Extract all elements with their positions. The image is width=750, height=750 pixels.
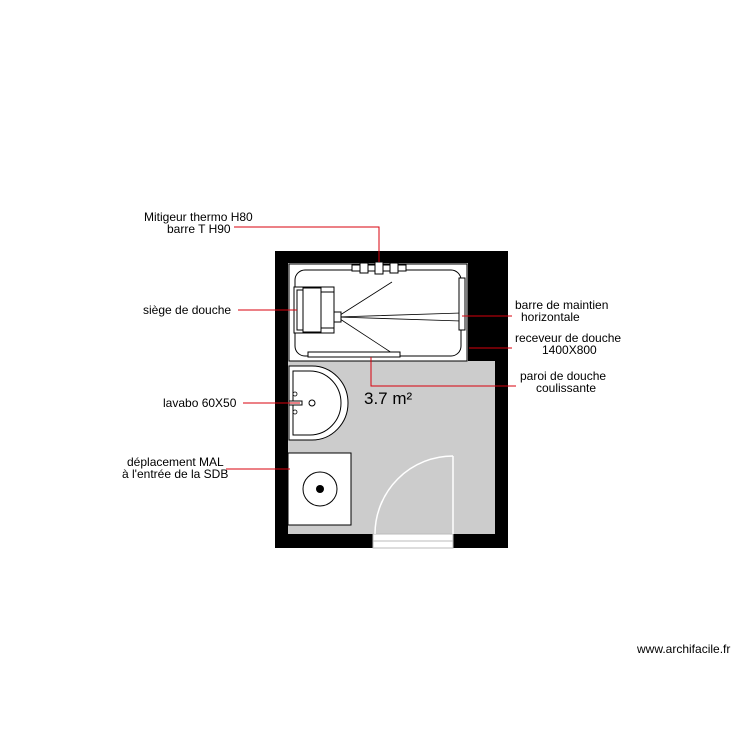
label-shower-tray-line2: 1400X800 — [542, 343, 597, 357]
label-washing-machine-line1: déplacement MAL — [127, 455, 224, 469]
sliding-screen — [308, 352, 400, 357]
label-basin: lavabo 60X50 — [163, 396, 237, 410]
label-screen-line1: paroi de douche — [520, 369, 607, 383]
washing-machine-icon — [288, 453, 351, 525]
area-label: 3.7 m² — [364, 389, 413, 408]
label-screen-line2: coulissante — [536, 381, 597, 395]
watermark: www.archifacile.fr — [637, 642, 731, 656]
label-grab-bar-line1: barre de maintien — [515, 298, 609, 312]
label-mixer-line2: barre T H90 — [167, 222, 231, 236]
label-grab-bar-line2: horizontale — [521, 310, 580, 324]
label-shower-tray-line1: receveur de douche — [515, 331, 622, 345]
shower-seat-icon — [294, 287, 334, 333]
wall-niche — [468, 263, 495, 361]
mixer-tap-icon — [352, 262, 406, 274]
grab-bar-icon — [459, 278, 465, 330]
label-seat: siège de douche — [143, 303, 232, 317]
label-mixer-line1: Mitigeur thermo H80 — [144, 210, 253, 224]
label-washing-machine-line2: à l'entrée de la SDB — [122, 467, 229, 481]
